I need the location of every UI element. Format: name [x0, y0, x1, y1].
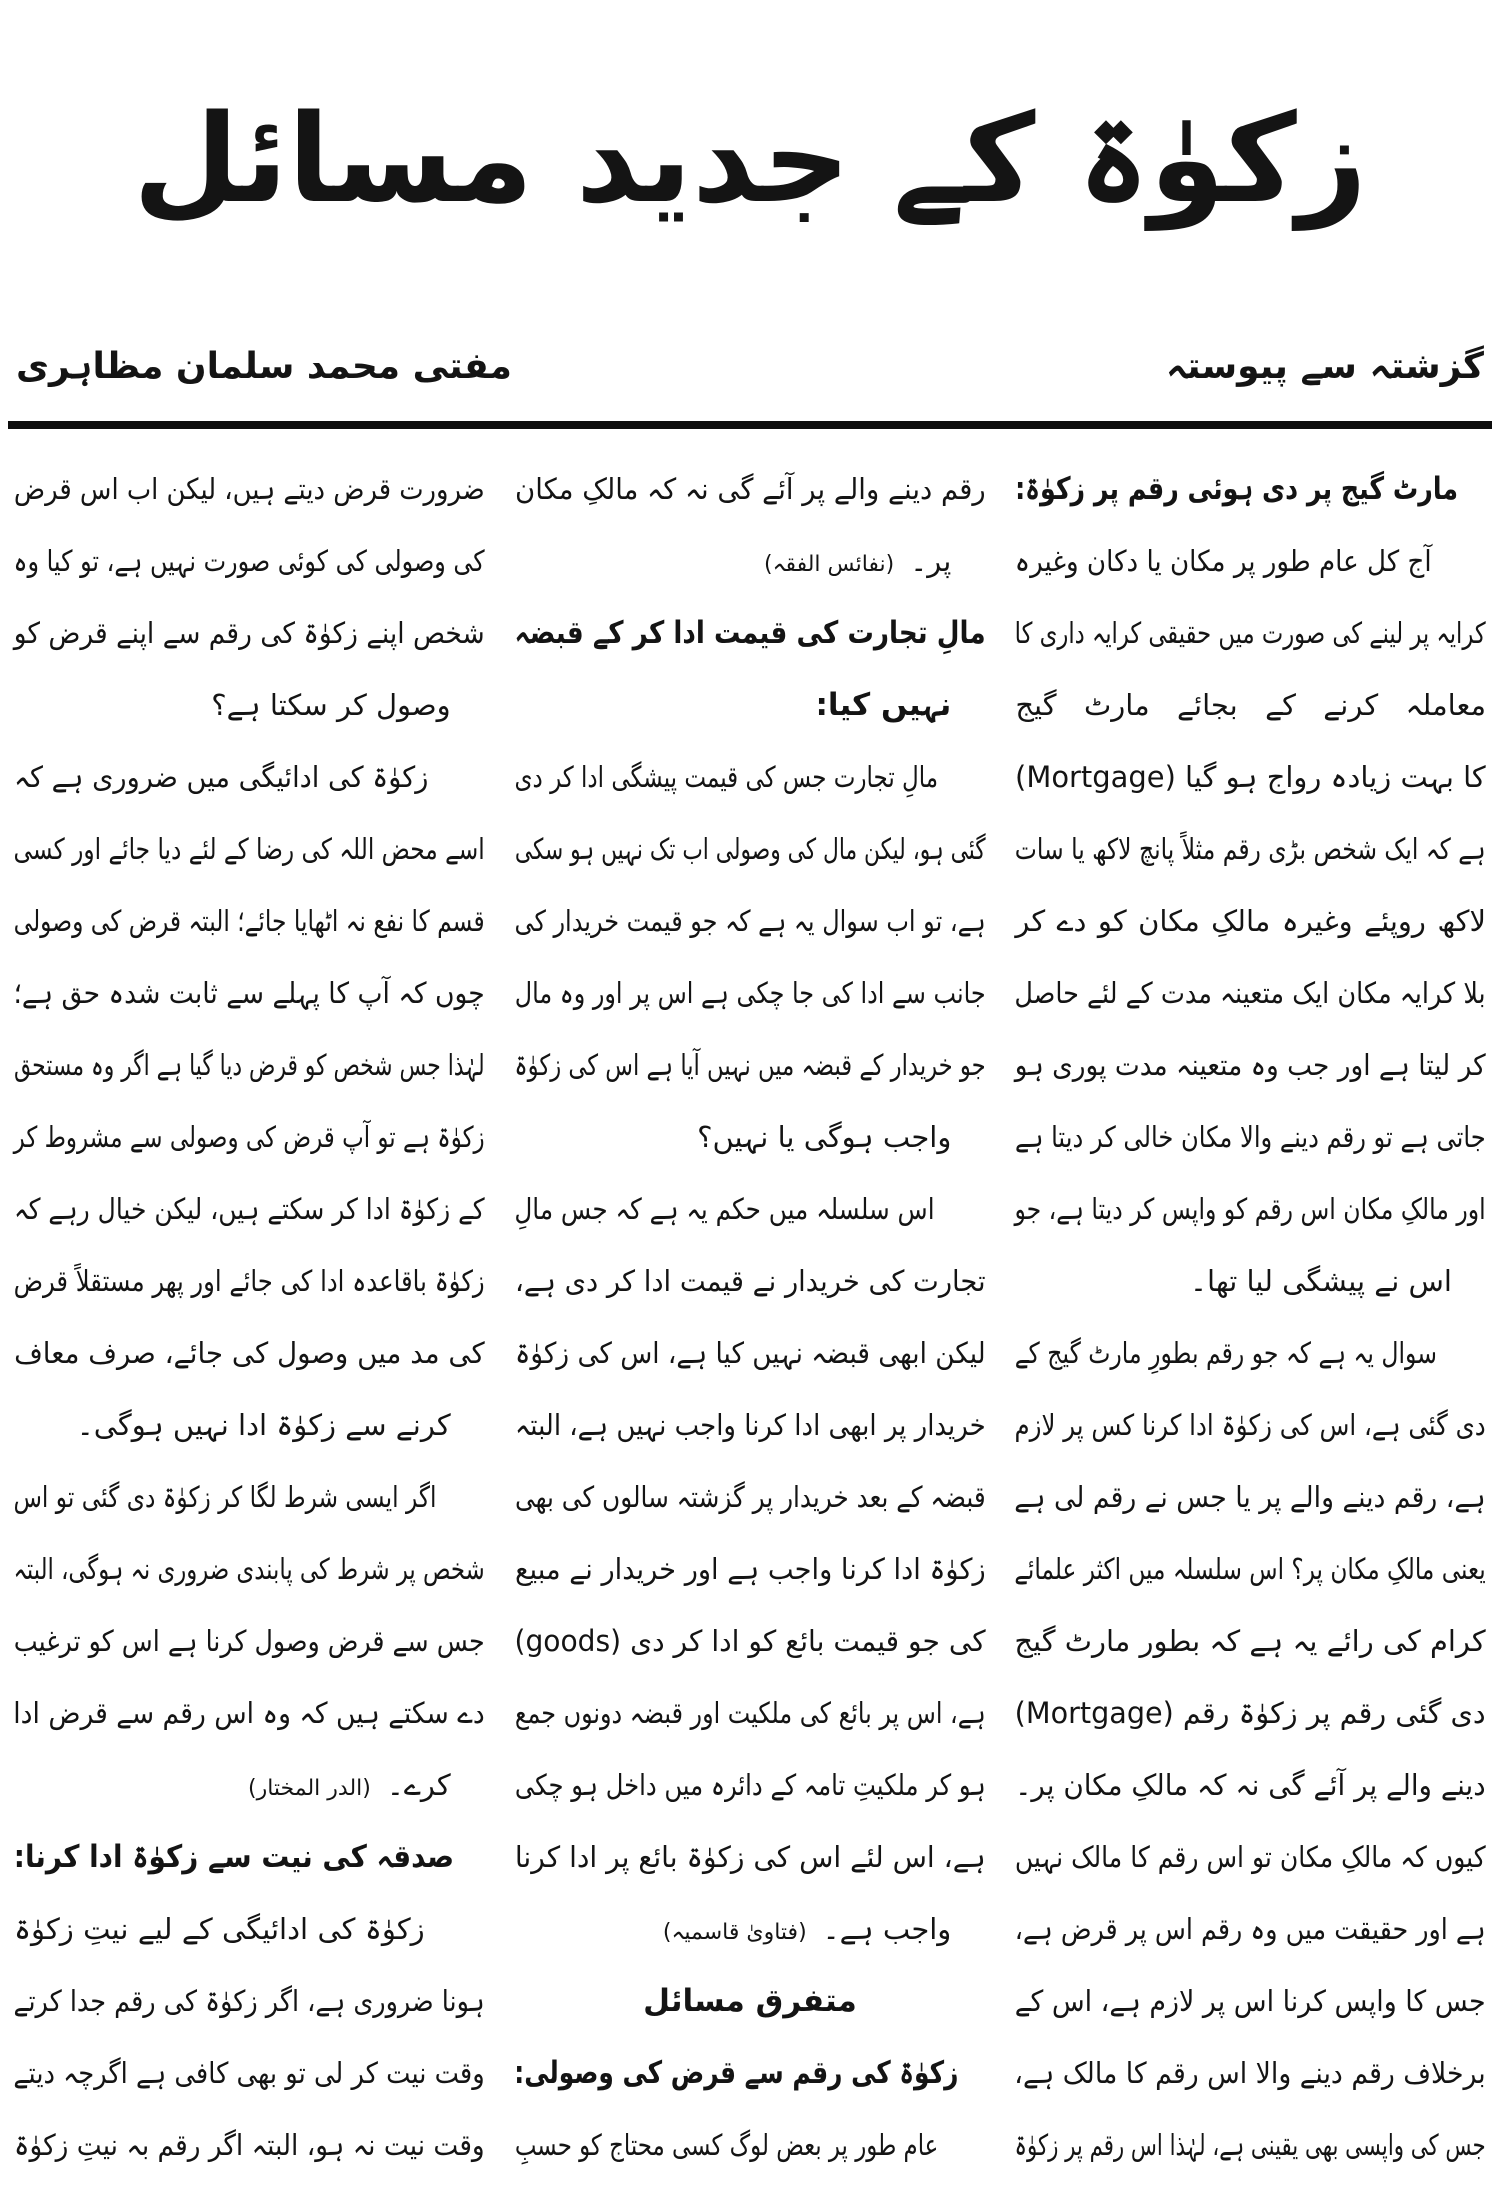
line-text: اس نے پیشگی لیا تھا۔ — [1190, 1264, 1452, 1298]
text-line — [1015, 1821, 1486, 1893]
text-line — [13, 1245, 485, 1317]
text-line — [514, 1461, 986, 1533]
text-line — [1014, 1173, 1486, 1245]
line-text: واجب ہے۔ — [822, 1912, 952, 1946]
line-text: چوں کہ آپ کا پہلے سے ثابت شدہ حق ہے؛ — [13, 976, 485, 1010]
line-text: کی وصولی کی کوئی صورت نہیں ہے، تو کیا وہ — [13, 544, 485, 578]
line-text: لیکن ابھی قبضہ نہیں کیا ہے، اس کی زکوٰۃ — [514, 1336, 986, 1370]
line-text: اس سلسلہ میں حکم یہ ہے کہ جس مالِ — [514, 1192, 935, 1226]
heading-line — [13, 1821, 485, 1893]
text-line — [514, 1029, 986, 1101]
line-text: معاملہ کرنے کے بجائے مارٹ گیج — [1015, 688, 1486, 722]
text-line — [13, 2037, 485, 2109]
text-line — [13, 1101, 485, 1173]
line-text: ہے، تو اب سوال یہ ہے کہ جو قیمت خریدار کی — [514, 904, 986, 938]
text-line — [1015, 1677, 1486, 1749]
line-text: عام طور پر بعض لوگ کسی محتاج کو حسبِ — [514, 2128, 938, 2162]
line-text: جو خریدار کے قبضہ میں نہیں آیا ہے اس کی زکوٰۃ — [514, 1048, 986, 1082]
text-line — [14, 741, 485, 813]
line-text: واجب ہوگی یا نہیں؟ — [697, 1120, 952, 1154]
line-text: خریدار پر ابھی ادا کرنا واجب نہیں ہے، البتہ — [514, 1408, 986, 1442]
text-line — [514, 1389, 986, 1461]
text-line — [1015, 1749, 1486, 1821]
line-text: بلا کرایہ مکان ایک متعینہ مدت کے لئے حاصل — [1014, 976, 1486, 1010]
article-title: زکوٰۃ کے جدید مسائل — [133, 88, 1367, 230]
line-text: قسم کا نفع نہ اٹھایا جائے؛ البتہ قرض کی وصولی — [13, 904, 485, 938]
text-line — [515, 525, 986, 597]
text-line — [514, 1821, 986, 1893]
columns — [0, 429, 1500, 2181]
text-line — [1015, 813, 1486, 885]
line-text: کر لیتا ہے اور جب وہ متعینہ مدت پوری ہو — [1015, 1048, 1486, 1082]
text-line — [515, 1101, 986, 1173]
text-line — [1016, 741, 1486, 813]
text-line — [1015, 1101, 1486, 1173]
text-line — [14, 669, 485, 741]
text-line — [1015, 597, 1486, 669]
line-text: اور مالکِ مکان اس رقم کو واپس کر دیتا ہے، جو — [1014, 1192, 1486, 1226]
line-text: یعنی مالکِ مکان پر؟ اس سلسلہ میں اکثر علمائے — [1014, 1552, 1486, 1586]
line-text: مالِ تجارت جس کی قیمت پیشگی ادا کر دی — [514, 760, 938, 794]
text-line — [1014, 2037, 1486, 2109]
text-line — [1014, 1461, 1486, 1533]
heading-line — [515, 1965, 986, 2037]
line-text: جس کی واپسی بھی یقینی ہے، لہٰذا اس رقم پر زکوٰۃ — [1014, 2128, 1486, 2162]
text-line — [1015, 1965, 1486, 2037]
citation: (نفائس الفقہ) — [764, 552, 895, 577]
text-line — [13, 885, 485, 957]
line-text: ہو کر ملکیتِ تامہ کے دائرہ میں داخل ہو چکی — [514, 1768, 986, 1802]
line-text: جس کا واپس کرنا اس پر لازم ہے، اس کے — [1015, 1984, 1486, 2018]
line-text: سوال یہ ہے کہ جو رقم بطورِ مارٹ گیج کے — [1015, 1336, 1438, 1370]
text-line — [13, 1461, 484, 1533]
text-line — [1015, 525, 1486, 597]
column-right — [1015, 453, 1486, 2181]
line-text: صدقہ کی نیت سے زکوٰۃ ادا کرنا: — [13, 1839, 455, 1875]
text-line — [1015, 1245, 1486, 1317]
line-text: گئی ہو، لیکن مال کی وصولی اب تک نہیں ہو سکی — [514, 832, 986, 866]
text-line — [514, 813, 986, 885]
line-text: زکوٰۃ باقاعدہ ادا کی جائے اور پھر مستقلاً قرض — [13, 1264, 485, 1298]
continued-from-label: گزشتہ سے پیوستہ — [1165, 346, 1484, 387]
line-text: زکوٰۃ ادا کرنا واجب ہے اور خریدار نے مبیع — [514, 1552, 986, 1586]
line-text: کیوں کہ مالکِ مکان تو اس رقم کا مالک نہیں — [1015, 1840, 1486, 1874]
text-line — [514, 885, 986, 957]
text-line — [1015, 1893, 1486, 1965]
line-text: کرے۔ — [386, 1768, 451, 1802]
line-text: کرنے سے زکوٰۃ ادا نہیں ہوگی۔ — [76, 1408, 451, 1442]
line-text: زکوٰۃ کی ادائیگی میں ضروری ہے کہ — [14, 760, 429, 794]
line-text: دی گئی رقم پر زکوٰۃ رقم (Mortgage) — [1015, 1696, 1486, 1730]
line-text: ہونا ضروری ہے، اگر زکوٰۃ کی رقم جدا کرتے — [13, 1984, 485, 2018]
line-text: شخص پر شرط کی پابندی ضروری نہ ہوگی، البتہ — [13, 1552, 485, 1586]
text-line — [1014, 2109, 1486, 2181]
line-text: اگر ایسی شرط لگا کر زکوٰۃ دی گئی تو اس — [13, 1480, 437, 1514]
text-line — [1015, 885, 1486, 957]
citation: (فتاویٰ قاسمیہ) — [662, 1920, 807, 1945]
line-text: جانب سے ادا کی جا چکی ہے اس پر اور وہ مال — [514, 976, 986, 1010]
line-text: دے سکتے ہیں کہ وہ اس رقم سے قرض ادا — [13, 1696, 485, 1730]
text-line — [14, 1389, 485, 1461]
text-line — [13, 1533, 485, 1605]
byline-row — [0, 341, 1500, 393]
line-text: قبضہ کے بعد خریدار پر گزشتہ سالوں کی بھی — [514, 1480, 986, 1514]
heading-line — [513, 2037, 986, 2109]
text-line — [514, 741, 985, 813]
heading-line — [515, 669, 986, 741]
line-text: کے زکوٰۃ ادا کر سکتے ہیں، لیکن خیال رہے کہ — [13, 1192, 485, 1226]
heading-line — [514, 597, 986, 669]
text-line — [14, 1749, 485, 1821]
line-text: جاتی ہے تو رقم دینے والا مکان خالی کر دیتا ہے — [1015, 1120, 1486, 1154]
line-text: کرام کی رائے یہ ہے کہ بطور مارٹ گیج — [1014, 1624, 1486, 1658]
line-text: مالِ تجارت کی قیمت ادا کر کے قبضہ — [514, 615, 986, 651]
text-line — [514, 1317, 986, 1389]
text-line — [514, 1677, 986, 1749]
text-line — [13, 1029, 485, 1101]
text-line — [13, 1677, 485, 1749]
text-line — [13, 813, 485, 885]
text-line — [514, 453, 986, 525]
line-text: آج کل عام طور پر مکان یا دکان وغیرہ — [1015, 544, 1432, 578]
text-line — [13, 597, 485, 669]
line-text: زکوٰۃ ہے تو آپ قرض کی وصولی سے مشروط کر — [13, 1120, 485, 1154]
line-text: وقت نیت کر لی تو بھی کافی ہے اگرچہ دیتے — [13, 2056, 485, 2090]
text-line — [14, 1317, 485, 1389]
text-line — [514, 1605, 986, 1677]
line-text: لاکھ روپئے وغیرہ مالکِ مکان کو دے کر — [1015, 904, 1486, 938]
text-line — [514, 2109, 985, 2181]
line-text: ہے، اس پر بائع کی ملکیت اور قبضہ دونوں جمع — [514, 1696, 986, 1730]
column-left — [14, 453, 485, 2181]
line-text: نہیں کیا: — [815, 687, 952, 723]
text-line — [1015, 1029, 1486, 1101]
text-line — [514, 1173, 985, 1245]
line-text: دینے والے پر آئے گی نہ کہ مالکِ مکان پر۔ — [1015, 1768, 1486, 1802]
text-line — [514, 1245, 986, 1317]
text-line — [13, 957, 485, 1029]
text-line — [1014, 1533, 1486, 1605]
line-text: ہے، رقم دینے والے پر یا جس نے رقم لی ہے — [1014, 1480, 1486, 1514]
line-text: تجارت کی خریدار نے قیمت ادا کر دی ہے، — [514, 1264, 986, 1298]
line-text: ضرورت قرض دیتے ہیں، لیکن اب اس قرض — [13, 472, 485, 506]
line-text: برخلاف رقم دینے والا اس رقم کا مالک ہے، — [1014, 2056, 1486, 2090]
text-line — [1016, 1605, 1486, 1677]
line-text: ہے، اس لئے اس کی زکوٰۃ بائع پر ادا کرنا — [514, 1840, 986, 1874]
text-line — [515, 1893, 986, 1965]
line-text: رقم دینے والے پر آئے گی نہ کہ مالکِ مکان — [514, 472, 986, 506]
text-line — [514, 1749, 986, 1821]
line-text: وقت نیت نہ ہو، البتہ اگر رقم بہ نیتِ زکوٰۃ — [14, 2128, 485, 2162]
line-text: کی مد میں وصول کی جائے، صرف معاف — [14, 1336, 485, 1370]
line-text: زکوٰۃ کی رقم سے قرض کی وصولی: — [513, 2055, 959, 2091]
line-text: زکوٰۃ کی ادائیگی کے لیے نیتِ زکوٰۃ — [13, 1912, 425, 1946]
text-line — [13, 453, 485, 525]
line-text: کرایہ پر لینے کی صورت میں حقیقی کرایہ داری کا — [1015, 616, 1486, 650]
line-text: ہے اور حقیقت میں وہ رقم اس پر قرض ہے، — [1015, 1912, 1486, 1946]
line-text: اسے محض اللہ کی رضا کے لئے دیا جائے اور کسی — [13, 832, 485, 866]
text-line — [13, 525, 485, 597]
line-text: متفرق مسائل — [643, 1983, 857, 2019]
text-line — [1014, 957, 1486, 1029]
line-text: لہٰذا جس شخص کو قرض دیا گیا ہے اگر وہ مستحق — [13, 1048, 485, 1082]
line-text: شخص اپنے زکوٰۃ کی رقم سے اپنے قرض کو — [13, 616, 485, 650]
column-middle — [515, 453, 986, 2181]
line-text: پر۔ — [910, 544, 952, 578]
text-line — [14, 1893, 485, 1965]
author-name: مفتی محمد سلمان مظاہری — [16, 346, 512, 387]
text-line — [514, 1533, 986, 1605]
line-text: دی گئی ہے، اس کی زکوٰۃ ادا کرنا کس پر لازم — [1014, 1408, 1486, 1442]
text-line — [13, 1173, 485, 1245]
divider-rule — [8, 421, 1492, 429]
text-line — [514, 957, 986, 1029]
heading-line — [1015, 453, 1486, 525]
text-line — [13, 1605, 485, 1677]
line-text: کی جو قیمت بائع کو ادا کر دی (goods) — [514, 1624, 986, 1658]
line-text: ہے کہ ایک شخص بڑی رقم مثلاً پانچ لاکھ یا سات — [1015, 832, 1486, 866]
citation: (الدر المختار) — [248, 1776, 371, 1801]
text-line — [1014, 1389, 1486, 1461]
text-line — [1015, 669, 1486, 741]
text-line — [14, 2109, 485, 2181]
line-text: جس سے قرض وصول کرنا ہے اس کو ترغیب — [13, 1624, 485, 1658]
line-text: کا بہت زیادہ رواج ہو گیا (Mortgage) — [1015, 760, 1486, 794]
line-text: مارٹ گیج پر دی ہوئی رقم پر زکوٰۃ: — [1015, 471, 1459, 507]
text-line — [13, 1965, 485, 2037]
line-text: وصول کر سکتا ہے؟ — [211, 688, 451, 722]
text-line — [1015, 1317, 1486, 1389]
